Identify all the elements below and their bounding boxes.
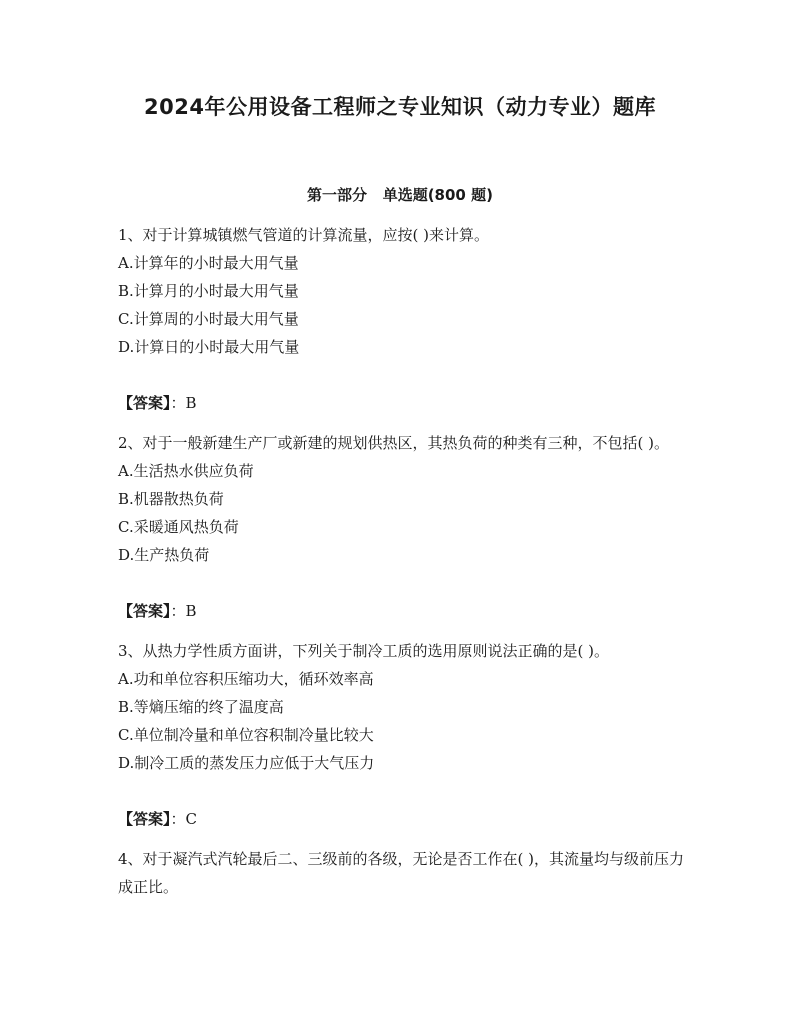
question-list — [118, 221, 688, 901]
option-c: C.计算周的小时最大用气量 — [118, 310, 299, 328]
answer-line — [118, 389, 688, 417]
answer-line — [118, 597, 688, 625]
question-1 — [118, 221, 688, 417]
option-c: C.单位制冷量和单位容积制冷量比较大 — [118, 726, 374, 744]
option-c: C.采暖通风热负荷 — [118, 518, 239, 536]
answer-separator: ： — [170, 602, 186, 620]
answer-line — [118, 805, 688, 833]
answer-value: C — [185, 810, 198, 828]
question-stem: 4、对于凝汽式汽轮最后二、三级前的各级，无论是否工作在( )，其流量均与级前压力成正比。 — [118, 850, 685, 896]
option-b: B.等熵压缩的终了温度高 — [118, 698, 284, 716]
answer-value: B — [185, 602, 197, 620]
question-4 — [118, 845, 688, 901]
answer-separator: ： — [170, 394, 186, 412]
option-a: A.生活热水供应负荷 — [118, 462, 254, 480]
option-d: D.制冷工质的蒸发压力应低于大气压力 — [118, 754, 375, 772]
option-d: D.生产热负荷 — [118, 546, 210, 564]
answer-label: 【答案】 — [118, 602, 171, 620]
question-stem: 3、从热力学性质方面讲，下列关于制冷工质的选用原则说法正确的是( )。 — [118, 642, 610, 660]
option-a: A.计算年的小时最大用气量 — [118, 254, 299, 272]
page-title: 2024年公用设备工程师之专业知识（动力专业）题库 — [144, 95, 656, 119]
answer-label: 【答案】 — [118, 394, 171, 412]
question-3 — [118, 637, 688, 833]
option-b: B.计算月的小时最大用气量 — [118, 282, 299, 300]
option-d: D.计算日的小时最大用气量 — [118, 338, 300, 356]
answer-separator: ： — [170, 810, 186, 828]
section-heading: 第一部分 单选题(800 题) — [307, 186, 493, 204]
question-stem: 2、对于一般新建生产厂或新建的规划供热区，其热负荷的种类有三种，不包括( )。 — [118, 434, 670, 452]
option-b: B.机器散热负荷 — [118, 490, 224, 508]
answer-label: 【答案】 — [118, 810, 171, 828]
option-a: A.功和单位容积压缩功大，循环效率高 — [118, 670, 374, 688]
question-stem: 1、对于计算城镇燃气管道的计算流量，应按( )来计算。 — [118, 226, 490, 244]
answer-value: B — [185, 394, 197, 412]
question-2 — [118, 429, 688, 625]
